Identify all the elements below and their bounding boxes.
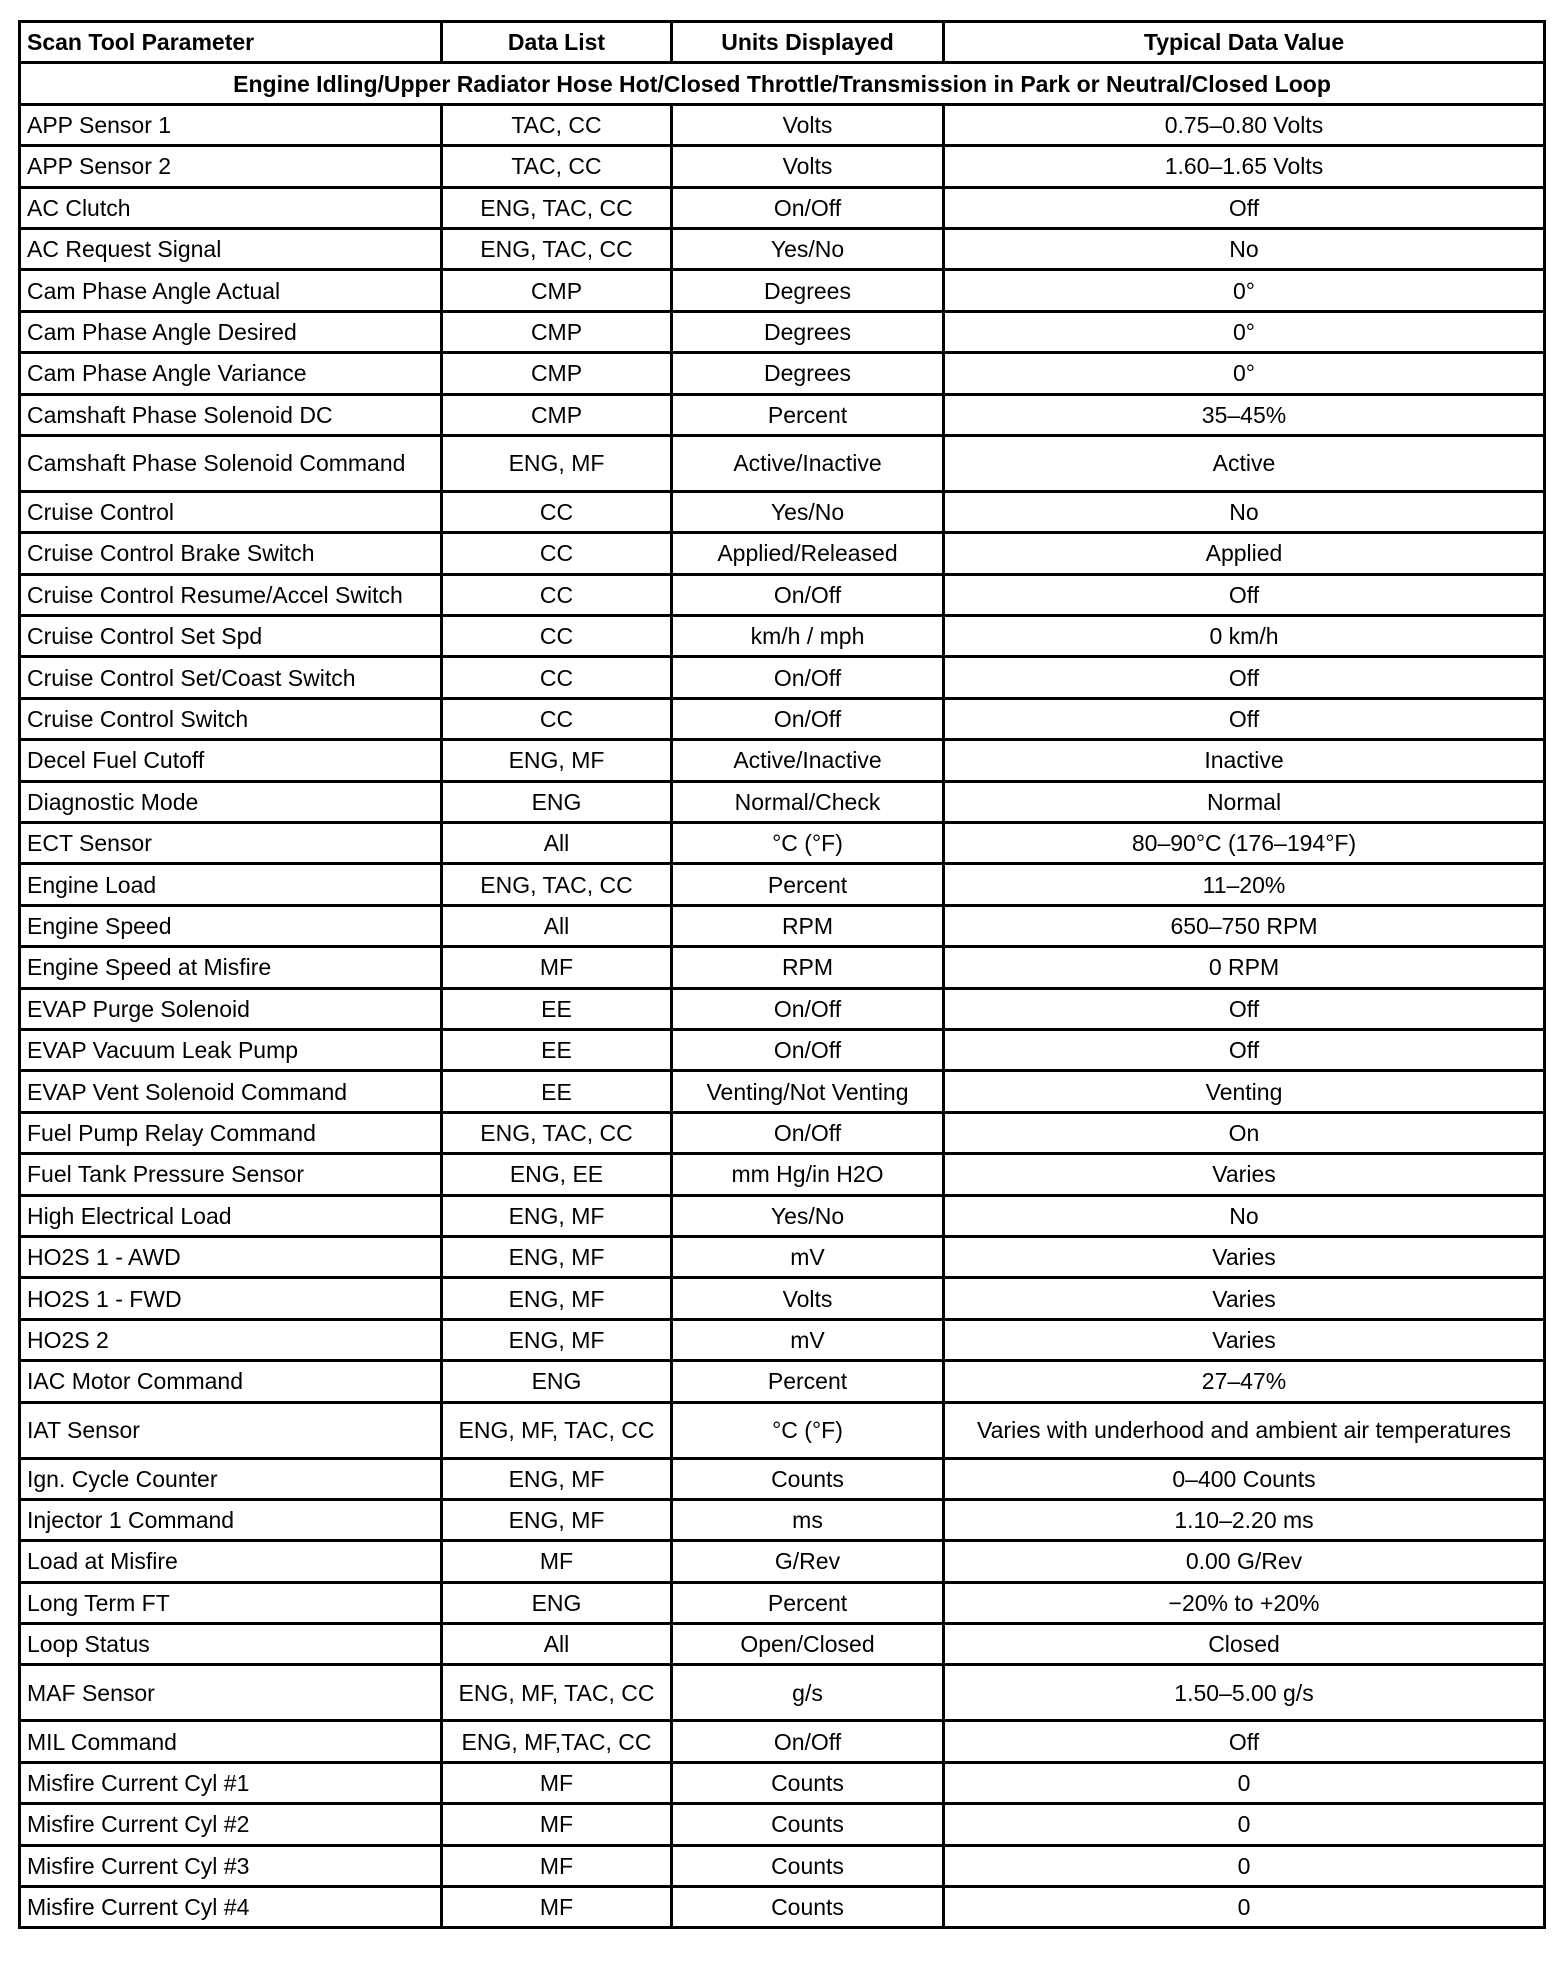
- data-list-cell: MF: [442, 1845, 672, 1886]
- typical-value-cell: Venting: [944, 1071, 1545, 1112]
- typical-value-cell: Off: [944, 988, 1545, 1029]
- table-row: [20, 1154, 1545, 1195]
- parameter-cell: Cam Phase Angle Actual: [20, 270, 442, 311]
- table-row: [20, 574, 1545, 615]
- units-cell: °C (°F): [672, 1402, 944, 1458]
- typical-value-cell: Off: [944, 574, 1545, 615]
- parameter-cell: ECT Sensor: [20, 823, 442, 864]
- units-cell: On/Off: [672, 988, 944, 1029]
- units-cell: Yes/No: [672, 228, 944, 269]
- parameter-cell: EVAP Vacuum Leak Pump: [20, 1029, 442, 1070]
- table-row: [20, 823, 1545, 864]
- table-row: [20, 270, 1545, 311]
- units-cell: Percent: [672, 1361, 944, 1402]
- units-cell: Active/Inactive: [672, 435, 944, 491]
- typical-value-cell: 0°: [944, 270, 1545, 311]
- table-row: [20, 311, 1545, 352]
- parameter-cell: Cruise Control Brake Switch: [20, 533, 442, 574]
- data-list-cell: CMP: [442, 311, 672, 352]
- typical-value-cell: −20% to +20%: [944, 1582, 1545, 1623]
- data-list-cell: ENG, TAC, CC: [442, 864, 672, 905]
- parameter-cell: Engine Speed at Misfire: [20, 947, 442, 988]
- parameter-cell: Decel Fuel Cutoff: [20, 740, 442, 781]
- typical-value-cell: Inactive: [944, 740, 1545, 781]
- table-row: [20, 1458, 1545, 1499]
- data-list-cell: ENG, MF: [442, 435, 672, 491]
- parameter-cell: MAF Sensor: [20, 1665, 442, 1721]
- data-list-cell: All: [442, 823, 672, 864]
- parameter-cell: Cruise Control Switch: [20, 698, 442, 739]
- table-row: [20, 1541, 1545, 1582]
- header-data-list: Data List: [442, 22, 672, 63]
- units-cell: mV: [672, 1319, 944, 1360]
- typical-value-cell: 650–750 RPM: [944, 905, 1545, 946]
- parameter-cell: APP Sensor 2: [20, 146, 442, 187]
- units-cell: Counts: [672, 1887, 944, 1928]
- table-row: [20, 864, 1545, 905]
- parameter-cell: Loop Status: [20, 1624, 442, 1665]
- parameter-cell: Diagnostic Mode: [20, 781, 442, 822]
- parameter-cell: Camshaft Phase Solenoid DC: [20, 394, 442, 435]
- data-list-cell: ENG: [442, 781, 672, 822]
- units-cell: On/Off: [672, 657, 944, 698]
- units-cell: On/Off: [672, 574, 944, 615]
- typical-value-cell: 0: [944, 1804, 1545, 1845]
- units-cell: Percent: [672, 864, 944, 905]
- typical-value-cell: 0: [944, 1845, 1545, 1886]
- parameter-cell: Camshaft Phase Solenoid Command: [20, 435, 442, 491]
- table-row: [20, 187, 1545, 228]
- data-list-cell: ENG, MF, TAC, CC: [442, 1665, 672, 1721]
- units-cell: g/s: [672, 1665, 944, 1721]
- table-row: [20, 616, 1545, 657]
- parameter-cell: IAT Sensor: [20, 1402, 442, 1458]
- table-row: [20, 1112, 1545, 1153]
- units-cell: On/Off: [672, 698, 944, 739]
- units-cell: RPM: [672, 905, 944, 946]
- units-cell: Active/Inactive: [672, 740, 944, 781]
- section-row: [20, 63, 1545, 104]
- header-row: [20, 22, 1545, 63]
- typical-value-cell: No: [944, 491, 1545, 532]
- typical-value-cell: Varies: [944, 1278, 1545, 1319]
- data-list-cell: ENG, TAC, CC: [442, 228, 672, 269]
- data-list-cell: CC: [442, 698, 672, 739]
- parameter-cell: Cruise Control: [20, 491, 442, 532]
- units-cell: Normal/Check: [672, 781, 944, 822]
- data-list-cell: ENG, MF,TAC, CC: [442, 1721, 672, 1762]
- parameter-cell: IAC Motor Command: [20, 1361, 442, 1402]
- table-row: [20, 1721, 1545, 1762]
- data-list-cell: ENG, TAC, CC: [442, 187, 672, 228]
- typical-value-cell: 0 RPM: [944, 947, 1545, 988]
- data-list-cell: ENG, MF: [442, 1458, 672, 1499]
- parameter-cell: APP Sensor 1: [20, 104, 442, 145]
- units-cell: Percent: [672, 1582, 944, 1623]
- table-row: [20, 394, 1545, 435]
- data-list-cell: MF: [442, 947, 672, 988]
- table-row: [20, 1762, 1545, 1803]
- parameter-cell: Misfire Current Cyl #3: [20, 1845, 442, 1886]
- parameter-cell: Load at Misfire: [20, 1541, 442, 1582]
- data-list-cell: CMP: [442, 270, 672, 311]
- units-cell: Venting/Not Venting: [672, 1071, 944, 1112]
- table-header: [20, 22, 1545, 63]
- table-row: [20, 1319, 1545, 1360]
- parameter-cell: Cruise Control Set/Coast Switch: [20, 657, 442, 698]
- table-row: [20, 1582, 1545, 1623]
- typical-value-cell: Applied: [944, 533, 1545, 574]
- table-row: [20, 228, 1545, 269]
- table-row: [20, 1499, 1545, 1540]
- data-list-cell: TAC, CC: [442, 104, 672, 145]
- typical-value-cell: 0–400 Counts: [944, 1458, 1545, 1499]
- table-row: [20, 353, 1545, 394]
- table-row: [20, 657, 1545, 698]
- table-row: [20, 988, 1545, 1029]
- table-row: [20, 1624, 1545, 1665]
- data-list-cell: ENG, MF, TAC, CC: [442, 1402, 672, 1458]
- parameter-cell: Injector 1 Command: [20, 1499, 442, 1540]
- units-cell: mV: [672, 1236, 944, 1277]
- header-typical-data-value: Typical Data Value: [944, 22, 1545, 63]
- typical-value-cell: Off: [944, 1721, 1545, 1762]
- table-row: [20, 740, 1545, 781]
- data-list-cell: CC: [442, 657, 672, 698]
- data-list-cell: ENG, MF: [442, 740, 672, 781]
- table-row: [20, 1278, 1545, 1319]
- table-row: [20, 1361, 1545, 1402]
- parameter-cell: AC Clutch: [20, 187, 442, 228]
- data-list-cell: ENG, MF: [442, 1236, 672, 1277]
- parameter-cell: Fuel Pump Relay Command: [20, 1112, 442, 1153]
- units-cell: Applied/Released: [672, 533, 944, 574]
- typical-value-cell: 1.10–2.20 ms: [944, 1499, 1545, 1540]
- units-cell: G/Rev: [672, 1541, 944, 1582]
- table-body: [20, 63, 1545, 1928]
- units-cell: ms: [672, 1499, 944, 1540]
- parameter-cell: Misfire Current Cyl #1: [20, 1762, 442, 1803]
- data-list-cell: CC: [442, 574, 672, 615]
- typical-value-cell: 0: [944, 1762, 1545, 1803]
- units-cell: °C (°F): [672, 823, 944, 864]
- typical-value-cell: 0°: [944, 311, 1545, 352]
- typical-value-cell: 0: [944, 1887, 1545, 1928]
- table-row: [20, 947, 1545, 988]
- parameter-cell: Cam Phase Angle Variance: [20, 353, 442, 394]
- parameter-cell: Ign. Cycle Counter: [20, 1458, 442, 1499]
- units-cell: Open/Closed: [672, 1624, 944, 1665]
- data-list-cell: CC: [442, 533, 672, 574]
- data-list-cell: CC: [442, 616, 672, 657]
- data-list-cell: MF: [442, 1541, 672, 1582]
- units-cell: Counts: [672, 1845, 944, 1886]
- typical-value-cell: Normal: [944, 781, 1545, 822]
- table-row: [20, 781, 1545, 822]
- units-cell: mm Hg/in H2O: [672, 1154, 944, 1195]
- data-list-cell: MF: [442, 1887, 672, 1928]
- header-units-displayed: Units Displayed: [672, 22, 944, 63]
- units-cell: On/Off: [672, 1112, 944, 1153]
- parameter-cell: Long Term FT: [20, 1582, 442, 1623]
- table-row: [20, 1195, 1545, 1236]
- data-list-cell: All: [442, 905, 672, 946]
- table-row: [20, 435, 1545, 491]
- typical-value-cell: 0°: [944, 353, 1545, 394]
- typical-value-cell: 0.00 G/Rev: [944, 1541, 1545, 1582]
- data-list-cell: MF: [442, 1804, 672, 1845]
- data-list-cell: CMP: [442, 353, 672, 394]
- table-row: [20, 1887, 1545, 1928]
- units-cell: Volts: [672, 104, 944, 145]
- section-title: Engine Idling/Upper Radiator Hose Hot/Closed Throttle/Transmission in Park or Neutral/Closed Loop: [20, 63, 1545, 104]
- parameter-cell: Misfire Current Cyl #2: [20, 1804, 442, 1845]
- units-cell: Volts: [672, 1278, 944, 1319]
- typical-value-cell: 27–47%: [944, 1361, 1545, 1402]
- typical-value-cell: Off: [944, 1029, 1545, 1070]
- units-cell: Degrees: [672, 270, 944, 311]
- scan-tool-data-table: [18, 20, 1546, 1929]
- units-cell: Yes/No: [672, 1195, 944, 1236]
- parameter-cell: HO2S 1 - AWD: [20, 1236, 442, 1277]
- typical-value-cell: Off: [944, 187, 1545, 228]
- parameter-cell: MIL Command: [20, 1721, 442, 1762]
- units-cell: Counts: [672, 1762, 944, 1803]
- parameter-cell: Cam Phase Angle Desired: [20, 311, 442, 352]
- units-cell: Degrees: [672, 353, 944, 394]
- table-row: [20, 1236, 1545, 1277]
- typical-value-cell: Off: [944, 657, 1545, 698]
- typical-value-cell: No: [944, 228, 1545, 269]
- table-row: [20, 491, 1545, 532]
- typical-value-cell: 11–20%: [944, 864, 1545, 905]
- data-list-cell: ENG, EE: [442, 1154, 672, 1195]
- parameter-cell: Fuel Tank Pressure Sensor: [20, 1154, 442, 1195]
- typical-value-cell: 0 km/h: [944, 616, 1545, 657]
- data-list-cell: CC: [442, 491, 672, 532]
- data-list-cell: MF: [442, 1762, 672, 1803]
- typical-value-cell: Varies: [944, 1319, 1545, 1360]
- data-list-cell: ENG: [442, 1361, 672, 1402]
- parameter-cell: Engine Load: [20, 864, 442, 905]
- parameter-cell: Cruise Control Resume/Accel Switch: [20, 574, 442, 615]
- data-list-cell: CMP: [442, 394, 672, 435]
- parameter-cell: HO2S 1 - FWD: [20, 1278, 442, 1319]
- data-list-cell: ENG, MF: [442, 1499, 672, 1540]
- table-row: [20, 1665, 1545, 1721]
- table-row: [20, 533, 1545, 574]
- parameter-cell: High Electrical Load: [20, 1195, 442, 1236]
- data-list-cell: EE: [442, 1029, 672, 1070]
- typical-value-cell: Varies: [944, 1154, 1545, 1195]
- header-scan-tool-parameter: Scan Tool Parameter: [20, 22, 442, 63]
- data-list-cell: ENG, MF: [442, 1319, 672, 1360]
- typical-value-cell: 35–45%: [944, 394, 1545, 435]
- data-list-cell: ENG, MF: [442, 1195, 672, 1236]
- table-row: [20, 1071, 1545, 1112]
- data-list-cell: EE: [442, 988, 672, 1029]
- units-cell: On/Off: [672, 1721, 944, 1762]
- parameter-cell: AC Request Signal: [20, 228, 442, 269]
- units-cell: Degrees: [672, 311, 944, 352]
- table-row: [20, 104, 1545, 145]
- table-row: [20, 146, 1545, 187]
- typical-value-cell: 0.75–0.80 Volts: [944, 104, 1545, 145]
- typical-value-cell: 1.60–1.65 Volts: [944, 146, 1545, 187]
- units-cell: Yes/No: [672, 491, 944, 532]
- units-cell: On/Off: [672, 1029, 944, 1070]
- table-row: [20, 1029, 1545, 1070]
- typical-value-cell: Off: [944, 698, 1545, 739]
- typical-value-cell: 1.50–5.00 g/s: [944, 1665, 1545, 1721]
- units-cell: On/Off: [672, 187, 944, 228]
- data-list-cell: EE: [442, 1071, 672, 1112]
- table-row: [20, 905, 1545, 946]
- parameter-cell: Engine Speed: [20, 905, 442, 946]
- units-cell: Counts: [672, 1804, 944, 1845]
- typical-value-cell: Active: [944, 435, 1545, 491]
- units-cell: km/h / mph: [672, 616, 944, 657]
- typical-value-cell: Closed: [944, 1624, 1545, 1665]
- typical-value-cell: Varies with underhood and ambient air temperatures: [944, 1402, 1545, 1458]
- data-list-cell: TAC, CC: [442, 146, 672, 187]
- table-row: [20, 1402, 1545, 1458]
- units-cell: Volts: [672, 146, 944, 187]
- table-row: [20, 1845, 1545, 1886]
- data-list-cell: ENG: [442, 1582, 672, 1623]
- typical-value-cell: Varies: [944, 1236, 1545, 1277]
- units-cell: Percent: [672, 394, 944, 435]
- data-list-cell: ENG, TAC, CC: [442, 1112, 672, 1153]
- parameter-cell: EVAP Purge Solenoid: [20, 988, 442, 1029]
- units-cell: RPM: [672, 947, 944, 988]
- units-cell: Counts: [672, 1458, 944, 1499]
- data-list-cell: All: [442, 1624, 672, 1665]
- parameter-cell: EVAP Vent Solenoid Command: [20, 1071, 442, 1112]
- parameter-cell: HO2S 2: [20, 1319, 442, 1360]
- table-row: [20, 698, 1545, 739]
- typical-value-cell: 80–90°C (176–194°F): [944, 823, 1545, 864]
- parameter-cell: Misfire Current Cyl #4: [20, 1887, 442, 1928]
- table-row: [20, 1804, 1545, 1845]
- data-list-cell: ENG, MF: [442, 1278, 672, 1319]
- typical-value-cell: No: [944, 1195, 1545, 1236]
- typical-value-cell: On: [944, 1112, 1545, 1153]
- parameter-cell: Cruise Control Set Spd: [20, 616, 442, 657]
